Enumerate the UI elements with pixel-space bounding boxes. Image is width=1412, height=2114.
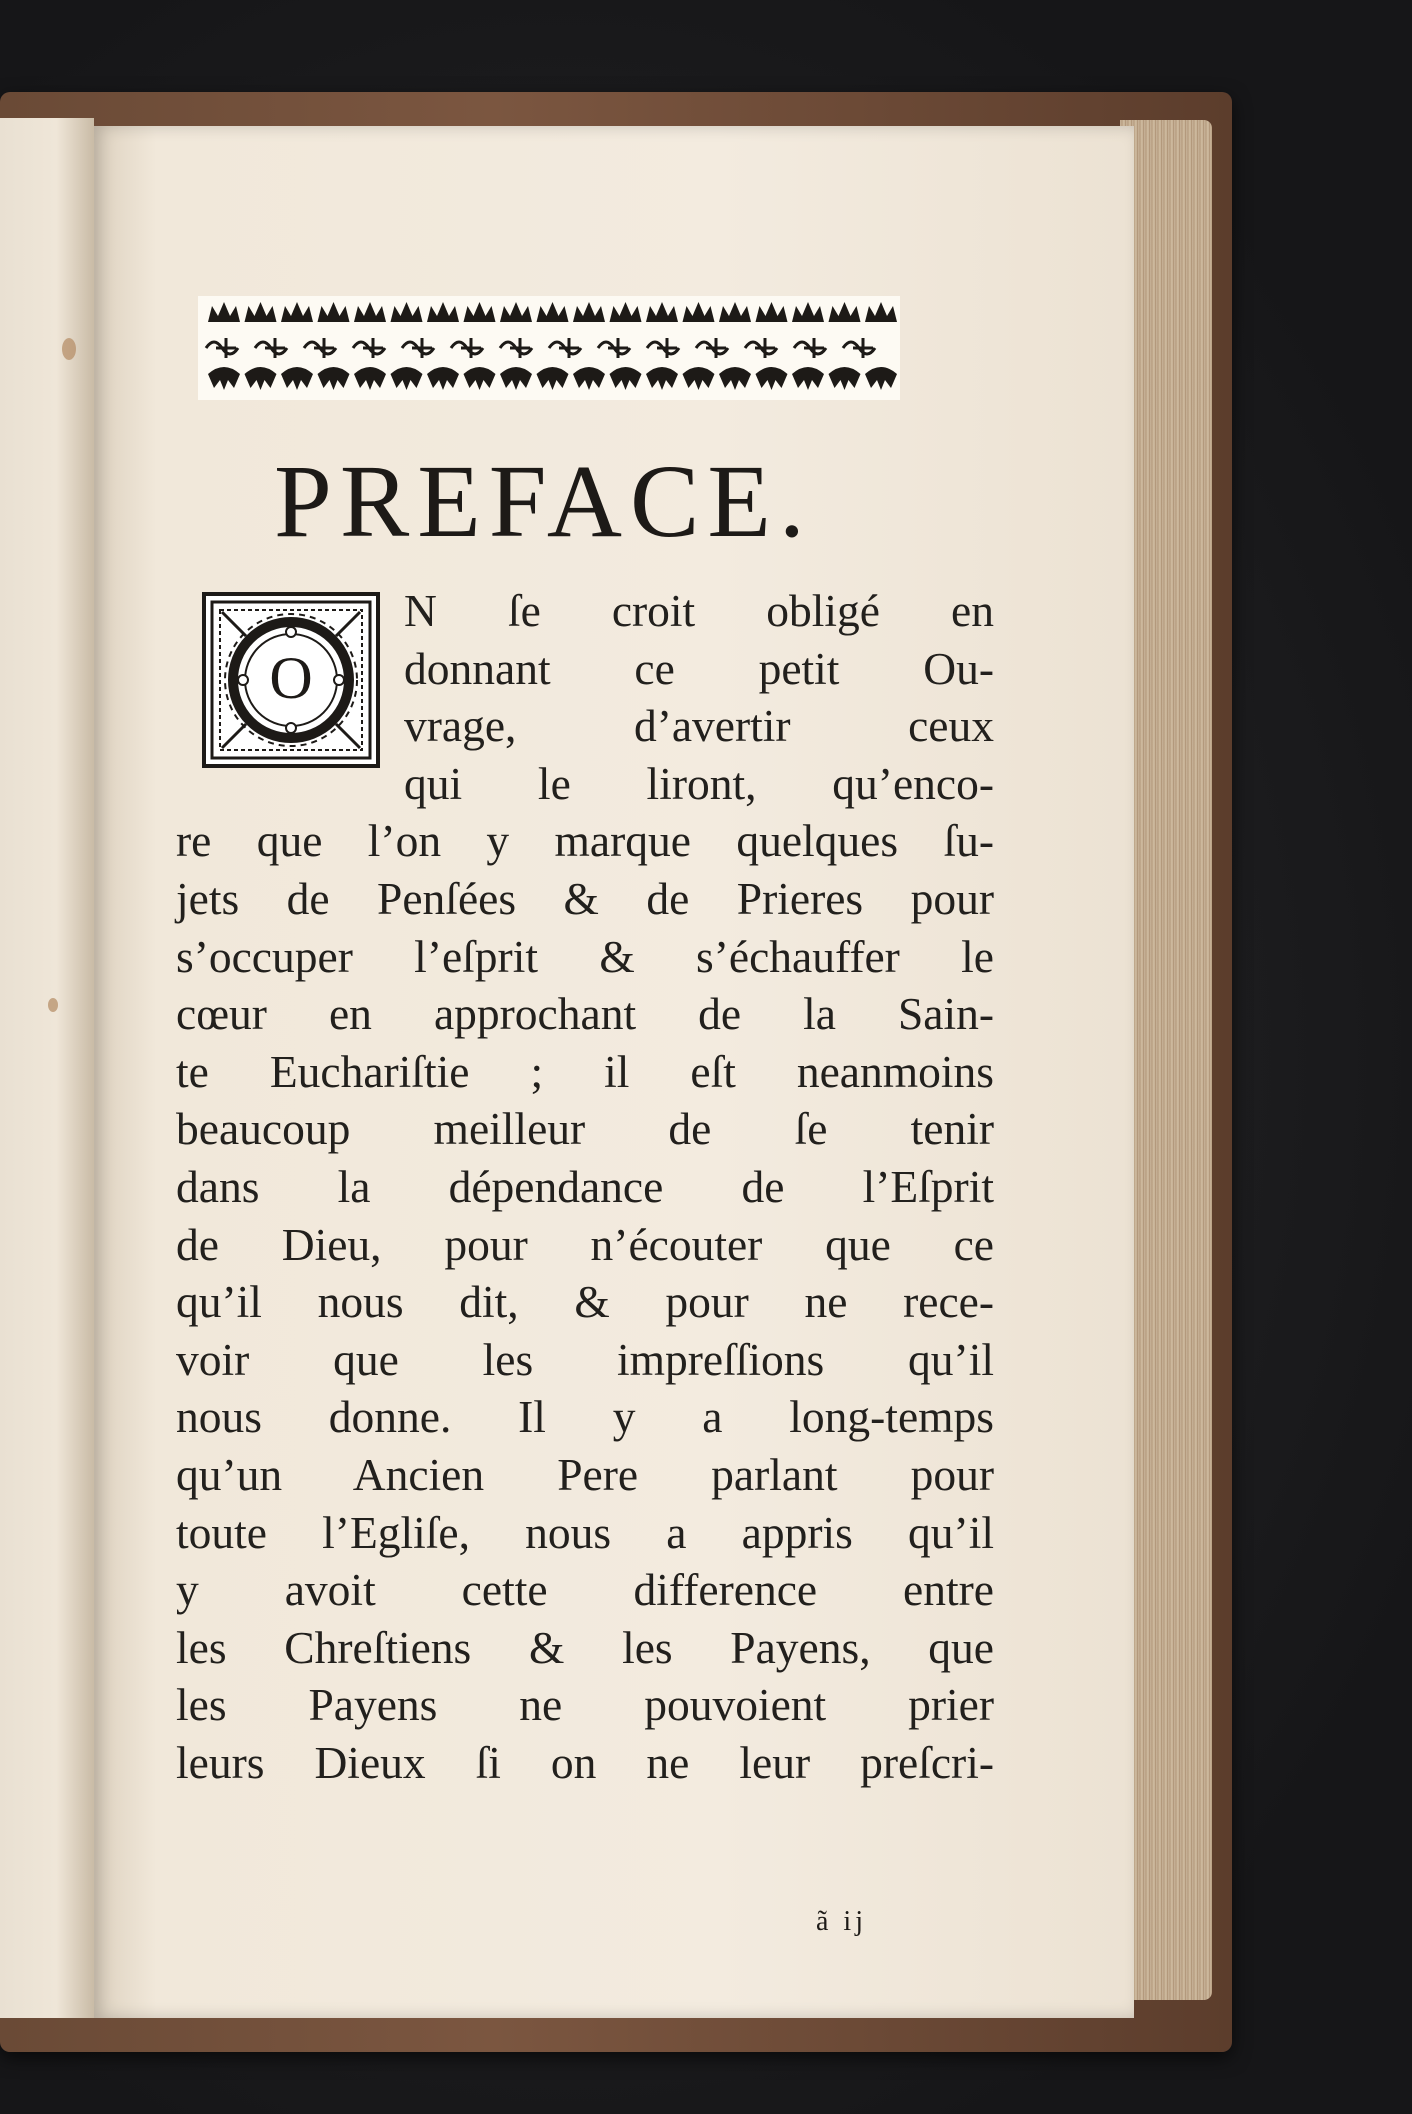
fleur-ornament-icon: [391, 367, 423, 390]
crown-ornament-icon: [865, 302, 897, 322]
fleur-ornament-icon: [719, 367, 751, 390]
crown-ornament-icon: [281, 302, 313, 322]
crown-ornament-icon: [646, 302, 678, 322]
text-line: jets de Penſées & de Prieres pour: [176, 872, 994, 924]
crown-ornament-icon: [427, 302, 459, 322]
crown-ornament-icon: [500, 302, 532, 322]
page-title: PREFACE.: [274, 444, 813, 559]
crown-ornament-icon: [354, 302, 386, 322]
text-line: cœur en approchant de la Sain-: [176, 988, 994, 1040]
crown-ornament-icon: [464, 302, 496, 322]
text-line: de Dieu, pour n’écouter que ce: [176, 1218, 994, 1270]
crown-ornament-icon: [610, 302, 642, 322]
left-page: [0, 118, 94, 2018]
text-line: te Euchariſtie ; il eſt neanmoins: [176, 1045, 994, 1097]
fleuron-border-icon: [198, 296, 900, 400]
crown-ornament-icon: [391, 302, 423, 322]
text-line: leurs Dieux ſi on ne leur preſcri-: [176, 1736, 994, 1788]
fleur-ornament-icon: [792, 367, 824, 390]
text-line: qu’il nous dit, & pour ne rece-: [176, 1276, 994, 1328]
fleur-ornament-icon: [537, 367, 569, 390]
fleur-ornament-icon: [683, 367, 715, 390]
scroll-ornament-icon: [304, 338, 336, 358]
fleur-ornament-icon: [610, 367, 642, 390]
text-line: N ſe croit obligé en: [404, 585, 994, 636]
crown-ornament-icon: [792, 302, 824, 322]
scroll-ornament-icon: [598, 338, 630, 358]
scroll-ornament-icon: [500, 338, 532, 358]
text-line: qui le liront, qu’enco-: [404, 757, 994, 809]
crown-ornament-icon: [573, 302, 605, 322]
crown-ornament-icon: [719, 302, 751, 322]
scroll-ornament-icon: [402, 338, 434, 358]
fleur-ornament-icon: [464, 367, 496, 390]
fleur-ornament-icon: [318, 367, 350, 390]
text-line: y avoit cette difference entre: [176, 1564, 994, 1616]
crown-ornament-icon: [318, 302, 350, 322]
stain-mark: [48, 998, 58, 1012]
fleur-ornament-icon: [245, 367, 277, 390]
ornamental-headpiece: [198, 296, 900, 400]
crown-ornament-icon: [756, 302, 788, 322]
text-line: qu’un Ancien Pere parlant pour: [176, 1448, 994, 1500]
crown-ornament-icon: [245, 302, 277, 322]
text-line: donnant ce petit Ou-: [404, 642, 994, 694]
scroll-ornament-icon: [255, 338, 287, 358]
fleur-ornament-icon: [281, 367, 313, 390]
text-line: dans la dépendance de l’Eſprit: [176, 1160, 994, 1212]
scroll-ornament-icon: [745, 338, 777, 358]
scroll-ornament-icon: [206, 338, 238, 358]
text-line: les Payens ne pouvoient prier: [176, 1679, 994, 1731]
text-line: re que l’on y marque quelques ſu-: [176, 815, 994, 867]
scroll-ornament-icon: [843, 338, 875, 358]
crown-ornament-icon: [537, 302, 569, 322]
initial-letter: O: [269, 645, 313, 711]
scroll-ornament-icon: [353, 338, 385, 358]
scroll-ornament-icon: [451, 338, 483, 358]
signature-mark: ã ij: [816, 1906, 867, 1937]
text-line: vrage, d’avertir ceux: [404, 700, 994, 752]
fleur-ornament-icon: [756, 367, 788, 390]
fleur-ornament-icon: [829, 367, 861, 390]
text-line: toute l’Egliſe, nous a appris qu’il: [176, 1506, 994, 1558]
text-line: beaucoup meilleur de ſe tenir: [176, 1103, 994, 1155]
fleur-ornament-icon: [427, 367, 459, 390]
scroll-ornament-icon: [696, 338, 728, 358]
scroll-ornament-icon: [549, 338, 581, 358]
text-line: voir que les impreſſions qu’il: [176, 1333, 994, 1385]
crown-ornament-icon: [208, 302, 240, 322]
scroll-ornament-icon: [794, 338, 826, 358]
stain-mark: [62, 338, 76, 360]
text-line: les Chreſtiens & les Payens, que: [176, 1621, 994, 1673]
fleur-ornament-icon: [865, 367, 897, 390]
fleur-ornament-icon: [646, 367, 678, 390]
crown-ornament-icon: [683, 302, 715, 322]
fleur-ornament-icon: [354, 367, 386, 390]
right-page: [94, 126, 1134, 2018]
text-line: s’occuper l’eſprit & s’échauffer le: [176, 930, 994, 982]
fleur-ornament-icon: [208, 367, 240, 390]
scroll-ornament-icon: [647, 338, 679, 358]
body-text: [176, 582, 994, 1791]
text-line: nous donne. Il y a long-temps: [176, 1391, 994, 1443]
crown-ornament-icon: [829, 302, 861, 322]
fleur-ornament-icon: [500, 367, 532, 390]
fleur-ornament-icon: [573, 367, 605, 390]
